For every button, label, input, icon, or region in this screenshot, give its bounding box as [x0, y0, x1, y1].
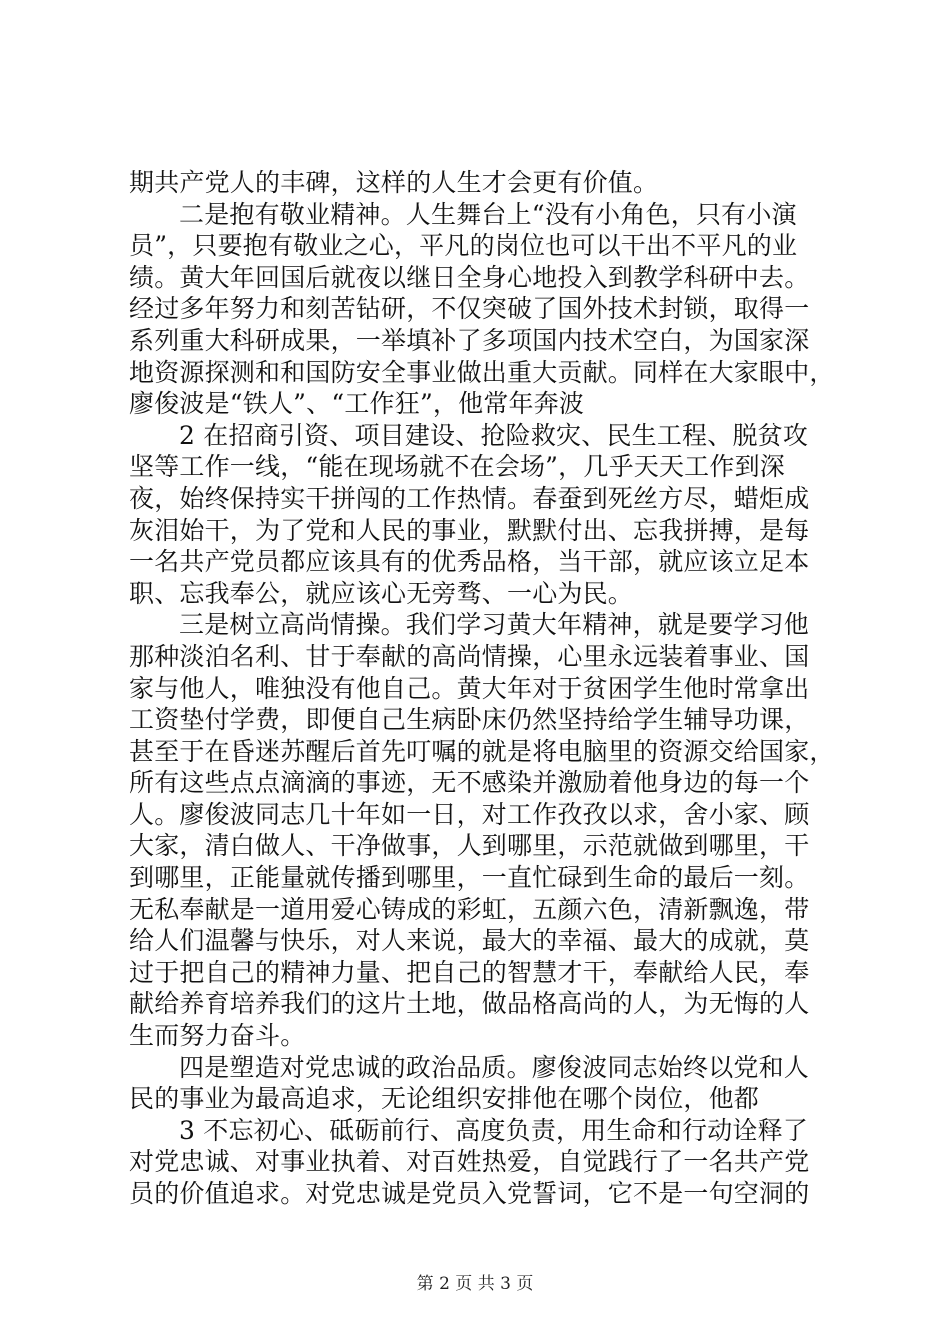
text-line: 给人们温馨与快乐，对人来说，最大的幸福、最大的成就，莫 — [129, 926, 810, 956]
text-line: 所有这些点点滴滴的事迹，无不感染并激励着他身边的每一个 — [129, 768, 810, 798]
text-line: 工资垫付学费，即便自己生病卧床仍然坚持给学生辅导功课， — [129, 705, 810, 735]
text-line: 地资源探测和和国防安全事业做出重大贡献。同样在大家眼中， — [129, 357, 835, 387]
text-line: 系列重大科研成果，一举填补了多项国内技术空白，为国家深 — [129, 325, 810, 355]
text-line: 员的价值追求。对党忠诚是党员入党誓词，它不是一句空洞的 — [129, 1179, 810, 1208]
text-line: 四是塑造对党忠诚的政治品质。廖俊波同志始终以党和人 — [179, 1052, 810, 1082]
page-number-label: 第 2 页 共 3 页 — [416, 1274, 534, 1294]
text-line: 家与他人，唯独没有他自己。黄大年对于贫困学生他时常拿出 — [129, 673, 810, 703]
text-line: 对党忠诚、对事业执着、对百姓热爱，自觉践行了一名共产党 — [129, 1147, 810, 1177]
text-line: 期共产党人的丰碑，这样的人生才会更有价值。 — [129, 168, 659, 197]
text-line: 无私奉献是一道用爱心铸成的彩虹，五颜六色，清新飘逸，带 — [129, 894, 810, 924]
text-line: 献给养育培养我们的这片土地，做品格高尚的人，为无悔的人 — [129, 989, 810, 1019]
text-line: 大家，清白做人、干净做事，人到哪里，示范就做到哪里，干 — [129, 831, 810, 861]
text-line: 3 不忘初心、砥砺前行、高度负责，用生命和行动诠释了 — [179, 1115, 809, 1145]
text-line: 生而努力奋斗。 — [129, 1021, 306, 1051]
text-line: 职、忘我奉公，就应该心无旁骛、一心为民。 — [129, 578, 634, 608]
text-line: 过于把自己的精神力量、把自己的智慧才干，奉献给人民，奉 — [129, 957, 810, 987]
page-footer — [0, 1273, 950, 1295]
text-line: 经过多年努力和刻苦钻研，不仅突破了国外技术封锁，取得一 — [129, 294, 810, 324]
text-line: 那种淡泊名利、甘于奉献的高尚情操，心里永远装着事业、国 — [129, 641, 810, 671]
text-line: 二是抱有敬业精神。人生舞台上“没有小角色，只有小演 — [179, 199, 797, 229]
text-line: 甚至于在昏迷苏醒后首先叮嘱的就是将电脑里的资源交给国家， — [129, 736, 835, 766]
text-line: 坚等工作一线，“能在现场就不在会场”，几乎天天工作到深 — [129, 452, 785, 482]
text-line: 灰泪始干，为了党和人民的事业，默默付出、忘我拼搏，是每 — [129, 515, 810, 545]
text-line: 夜，始终保持实干拼闯的工作热情。春蚕到死丝方尽，蜡炬成 — [129, 483, 810, 513]
text-line: 员”，只要抱有敬业之心，平凡的岗位也可以干出不平凡的业 — [129, 231, 798, 261]
text-line: 廖俊波是“铁人”、“工作狂”，他常年奔波 — [129, 389, 585, 419]
text-line: 人。廖俊波同志几十年如一日，对工作孜孜以求，舍小家、顾 — [129, 799, 810, 829]
text-line: 一名共产党员都应该具有的优秀品格，当干部，就应该立足本 — [129, 547, 810, 577]
text-line: 到哪里，正能量就传播到哪里，一直忙碌到生命的最后一刻。 — [129, 863, 810, 893]
text-line: 2 在招商引资、项目建设、抢险救灾、民生工程、脱贫攻 — [179, 420, 809, 450]
text-line: 绩。黄大年回国后就夜以继日全身心地投入到教学科研中去。 — [129, 262, 810, 292]
text-line: 民的事业为最高追求，无论组织安排他在哪个岗位，他都 — [129, 1084, 760, 1114]
body-text — [129, 167, 835, 1210]
text-line: 三是树立高尚情操。我们学习黄大年精神，就是要学习他 — [179, 610, 810, 640]
